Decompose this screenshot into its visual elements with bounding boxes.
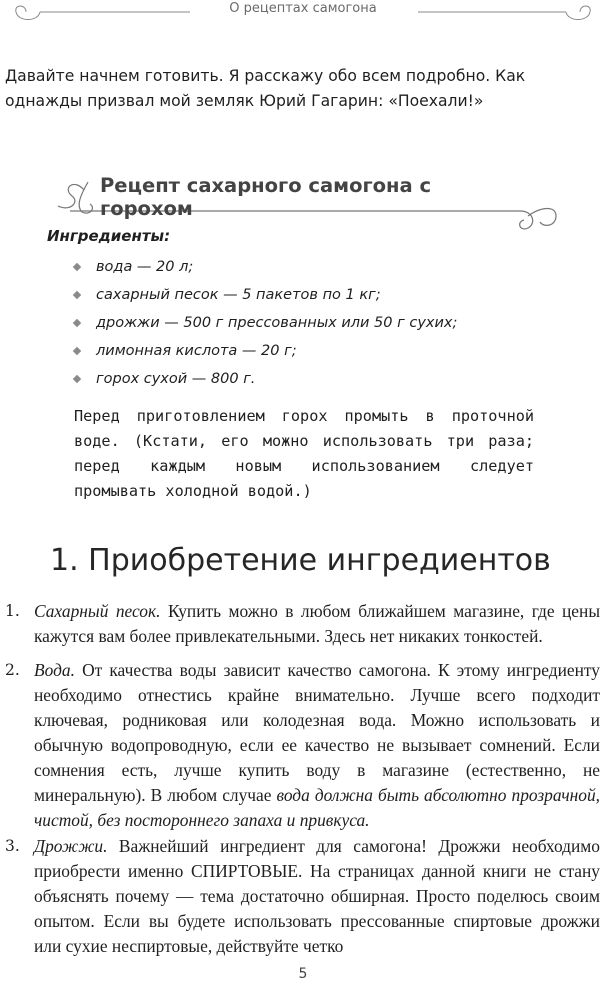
recipe-title: Рецепт сахарного самогона с горохом: [100, 174, 432, 220]
ingredients-label: Ингредиенты:: [47, 227, 171, 245]
step-body: Важнейший ингредиент для самогона! Дрожжи необходимо приобрести именно СПИРТОВЫЕ. На страницах данной книги не стану объяснять почему — тема достаточно обширная. Просто поделюсь своим опытом. Если вы будете использовать прессованные спиртовые дрожжи или сухие неспиртовые, действуйте четко: [34, 836, 600, 956]
ingredient-item: [72, 365, 457, 393]
diamond-bullet-icon: [73, 291, 81, 299]
step-number: 1.: [5, 602, 20, 620]
step-term: Сахарный песок.: [34, 601, 161, 621]
diamond-bullet-icon: [73, 375, 81, 383]
steps-list: [0, 599, 606, 959]
ingredient-text: дрожжи — 500 г прессованных или 50 г сухих;: [96, 315, 458, 331]
ingredient-item: [72, 253, 457, 281]
diamond-bullet-icon: [73, 347, 81, 355]
step-text: [34, 599, 600, 649]
ingredient-item: [72, 281, 457, 309]
intro-paragraph: Давайте начнем готовить. Я расскажу обо всем подробно. Как однажды призвал мой земляк Юрий Гагарин: «Поехали!»: [5, 67, 526, 110]
step-emphasis: вода должна быть абсолютно прозрачной, чистой, без постороннего запаха и привкуса.: [34, 785, 600, 830]
step-number: 3.: [5, 837, 20, 855]
section-title: 1. Приобретение ингредиентов: [50, 543, 551, 578]
step-text: [34, 658, 600, 833]
step-term: Вода.: [34, 660, 75, 680]
list-item: [0, 834, 606, 959]
page-number: 5: [298, 966, 308, 982]
recipe-note: Перед приготовлением горох промыть в проточной воде. (Кстати, его можно использовать три раза; перед каждым новым использованием следует промывать холодной водой.): [74, 407, 534, 500]
diamond-bullet-icon: [73, 319, 81, 327]
step-term: Дрожжи.: [34, 836, 108, 856]
ingredient-text: горох сухой — 800 г.: [96, 371, 256, 387]
step-text: [34, 834, 600, 959]
ingredient-item: [72, 337, 457, 365]
ingredient-item: [72, 309, 457, 337]
ingredient-text: сахарный песок — 5 пакетов по 1 кг;: [96, 287, 381, 303]
ingredient-text: вода — 20 л;: [96, 259, 194, 275]
step-number: 2.: [5, 661, 20, 679]
step-body: Купить можно в любом ближайшем магазине, где цены кажутся вам более привлекательными. Здесь нет никаких тонкостей.: [34, 601, 600, 646]
ingredient-text: лимонная кислота — 20 г;: [96, 343, 297, 359]
running-head: [0, 0, 606, 22]
list-item: [0, 658, 606, 834]
running-head-title: О рецептах самогона: [229, 1, 377, 16]
diamond-bullet-icon: [73, 263, 81, 271]
step-body: От качества воды зависит качество самогона. К этому ингредиенту необходимо отнестись крайне внимательно. Лучше всего подходит ключевая, родниковая или колодезная вода. Можно использовать и обычную водопроводную, если ее качество не вызывает сомнений. Если сомнения есть, лучше купить воду в магазине (естественно, не минеральную). В любом случае: [34, 660, 600, 805]
list-item: [0, 599, 606, 658]
ingredients-list: [72, 253, 457, 393]
